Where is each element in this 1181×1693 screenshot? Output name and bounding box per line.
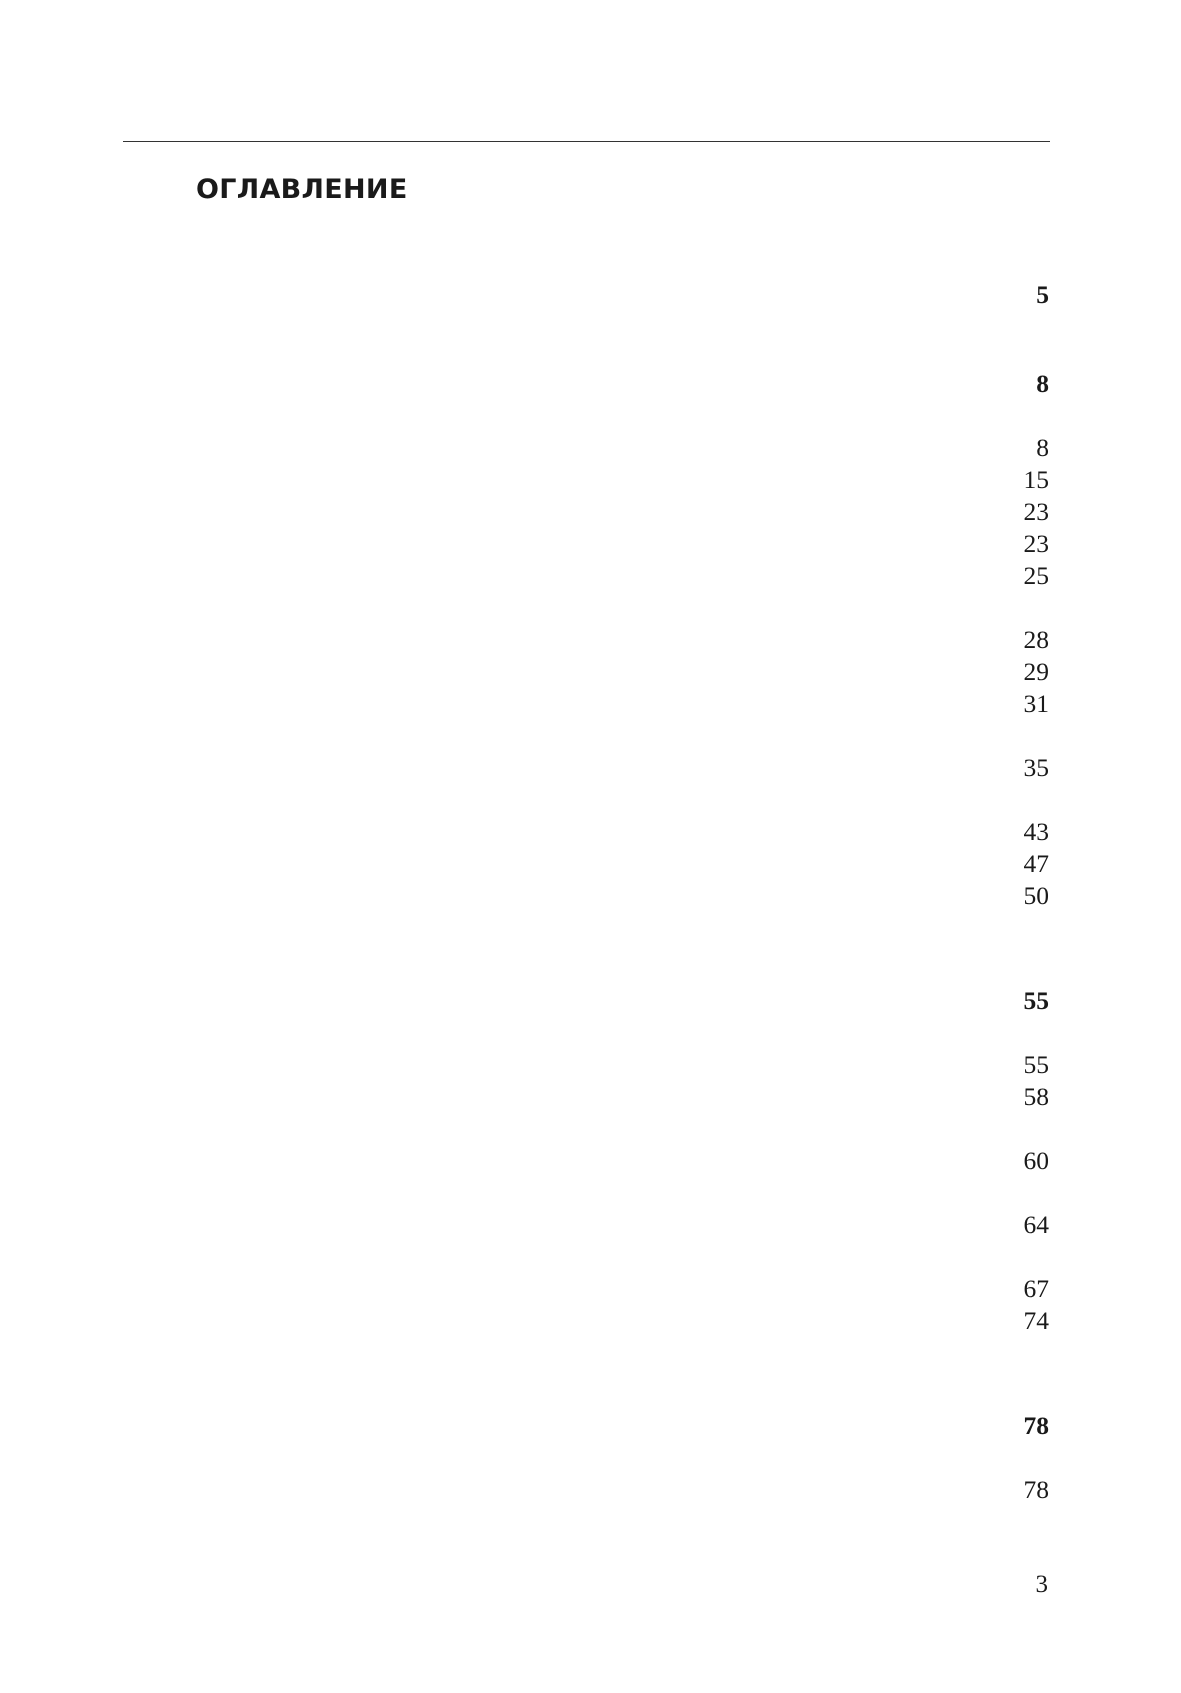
toc-page-number: 8 xyxy=(1036,433,1049,462)
toc-page-number: 15 xyxy=(1023,465,1049,494)
toc-page-number: 29 xyxy=(1023,657,1049,686)
toc-page-number: 43 xyxy=(1023,817,1049,846)
toc-page-number: 23 xyxy=(1023,497,1049,526)
toc-page-number: 35 xyxy=(1023,753,1049,782)
toc-page-number: 64 xyxy=(1023,1210,1049,1239)
toc-page-number: 55 xyxy=(1023,1050,1049,1079)
toc-page-number: 50 xyxy=(1023,881,1049,910)
toc-page-number: 8 xyxy=(1036,369,1049,398)
toc-page-number: 55 xyxy=(1023,986,1049,1015)
toc-page-number: 25 xyxy=(1023,561,1049,590)
toc-page-number: 74 xyxy=(1023,1306,1049,1335)
toc-page-number: 78 xyxy=(1023,1411,1049,1440)
toc-page-number: 5 xyxy=(1036,280,1049,309)
page-title: ОГЛАВЛЕНИЕ xyxy=(196,174,408,205)
toc-page-number: 60 xyxy=(1023,1146,1049,1175)
toc-page-number: 23 xyxy=(1023,529,1049,558)
toc-page-number: 28 xyxy=(1023,625,1049,654)
toc-page-number: 31 xyxy=(1023,689,1049,718)
page-number: 3 xyxy=(1035,1571,1048,1598)
toc-page-number: 58 xyxy=(1023,1082,1049,1111)
toc-page-number: 47 xyxy=(1023,849,1049,878)
header-rule xyxy=(123,141,1050,142)
toc-page-number: 78 xyxy=(1023,1475,1049,1504)
toc-page-number: 67 xyxy=(1023,1274,1049,1303)
